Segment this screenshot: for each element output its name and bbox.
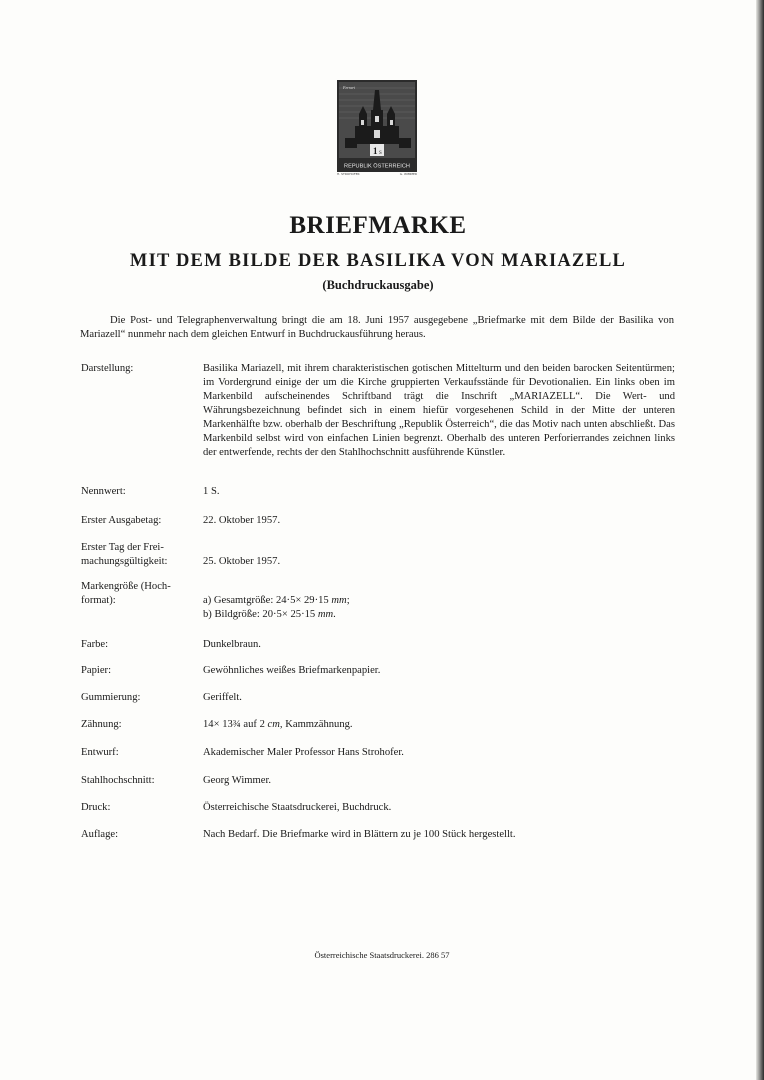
edition-note: (Buchdruckausgabe) <box>322 278 434 292</box>
label-markengroesse-line2: format): <box>81 595 116 606</box>
stamp-credit-left: H. STROHOFER <box>337 172 360 176</box>
label-farbe: Farbe: <box>81 639 109 650</box>
basilica-stamp-icon <box>337 80 417 172</box>
value-stahlhochschnitt: Georg Wimmer. <box>203 775 272 786</box>
label-markengroesse-line1: Markengröße (Hoch- <box>81 581 171 592</box>
document-title: BRIEFMARKE <box>289 212 467 239</box>
value-gummierung: Geriffelt. <box>203 692 242 703</box>
label-zaehnung: Zähnung: <box>81 719 122 730</box>
label-erster-ausgabetag: Erster Ausgabetag: <box>81 515 162 526</box>
label-gummierung: Gummierung: <box>81 692 141 703</box>
zaehnung-unit: cm, <box>267 719 283 730</box>
bildgroesse-unit: mm <box>317 609 334 620</box>
gesamtgroesse-unit: mm <box>331 595 347 606</box>
stamp-country: REPUBLIK ÖSTERREICH <box>344 163 410 170</box>
value-zaehnung <box>203 718 675 732</box>
page-edge <box>756 0 764 1080</box>
stamp-image <box>337 80 417 176</box>
value-erster-tag: 25. Oktober 1957. <box>203 556 281 567</box>
label-darstellung: Darstellung: <box>81 363 134 374</box>
value-erster-ausgabetag: 22. Oktober 1957. <box>203 515 281 526</box>
gesamtgroesse-text: a) Gesamtgröße: 24·5× 29·15 <box>203 595 329 606</box>
stamp-banner: Ferrari <box>343 85 355 90</box>
value-nennwert: 1 S. <box>203 486 220 497</box>
value-markengroesse <box>203 594 675 622</box>
value-darstellung: Basilika Mariazell, mit ihrem charakteristischen gotischen Mittelturm und den beiden barocken Seitentürmen; im Vordergrund einige der um die Kirche gruppierten Verkaufsstände für Devotionalien. Ein links oben im Markenbild aufscheinendes Schriftband trägt die Inschrift „MARIAZELL“. Die Wert- und Währungsbezeichnung befindet sich in einem hiefür vorgesehenen Schild in der Mitte der unteren Markenhälfte bzw. oberhalb der Beschriftung „Republik Österreich“, die das Motiv nach unten abschließt. Das Markenbild selbst wird von einfachen Linien begrenzt. Oberhalb des unteren Perforierrandes zeichnen links der entwerfende, rechts der den Stahlhochschnitt ausführende Künstler. <box>203 363 675 458</box>
value-druck: Österreichische Staatsdruckerei, Buchdruck. <box>203 802 392 813</box>
label-nennwert: Nennwert: <box>81 486 126 497</box>
stamp-value: 1 <box>373 146 378 156</box>
label-erster-tag <box>81 541 199 569</box>
zaehnung-text: 14× 13¾ auf 2 <box>203 719 265 730</box>
label-erster-tag-line2: machungsgültigkeit: <box>81 556 168 567</box>
intro-paragraph: Die Post- und Telegraphenverwaltung bringt die am 18. Juni 1957 ausgegebene „Briefmarke mit dem Bilde der Basilika von Mariazell“ nunmehr nach dem gleichen Entwurf in Buchdruckausführung heraus. <box>80 315 674 340</box>
label-erster-tag-line1: Erster Tag der Frei- <box>81 542 164 553</box>
label-markengroesse <box>81 580 199 608</box>
value-auflage: Nach Bedarf. Die Briefmarke wird in Blättern zu je 100 Stück hergestellt. <box>203 829 516 840</box>
label-druck: Druck: <box>81 802 111 813</box>
value-papier: Gewöhnliches weißes Briefmarkenpapier. <box>203 665 381 676</box>
document-subtitle: MIT DEM BILDE DER BASILIKA VON MARIAZELL <box>129 251 627 271</box>
printer-footer: Österreichische Staatsdruckerei. 286 57 <box>314 950 450 960</box>
label-entwurf: Entwurf: <box>81 747 119 758</box>
bildgroesse-text: b) Bildgröße: 20·5× 25·15 <box>203 609 316 620</box>
stamp-credit-right: G. WIMMER <box>399 172 417 176</box>
zaehnung-post: Kammzähnung. <box>282 719 353 730</box>
stamp-unit: S <box>379 151 382 156</box>
value-gesamtgroesse <box>203 594 675 608</box>
bildgroesse-end: . <box>333 609 336 620</box>
value-farbe: Dunkelbraun. <box>203 639 261 650</box>
value-entwurf: Akademischer Maler Professor Hans Strohofer. <box>203 747 404 758</box>
value-bildgroesse <box>203 608 675 622</box>
label-stahlhochschnitt: Stahlhochschnitt: <box>81 775 155 786</box>
label-papier: Papier: <box>81 665 112 676</box>
gesamtgroesse-end: ; <box>346 595 350 606</box>
label-auflage: Auflage: <box>81 829 119 840</box>
